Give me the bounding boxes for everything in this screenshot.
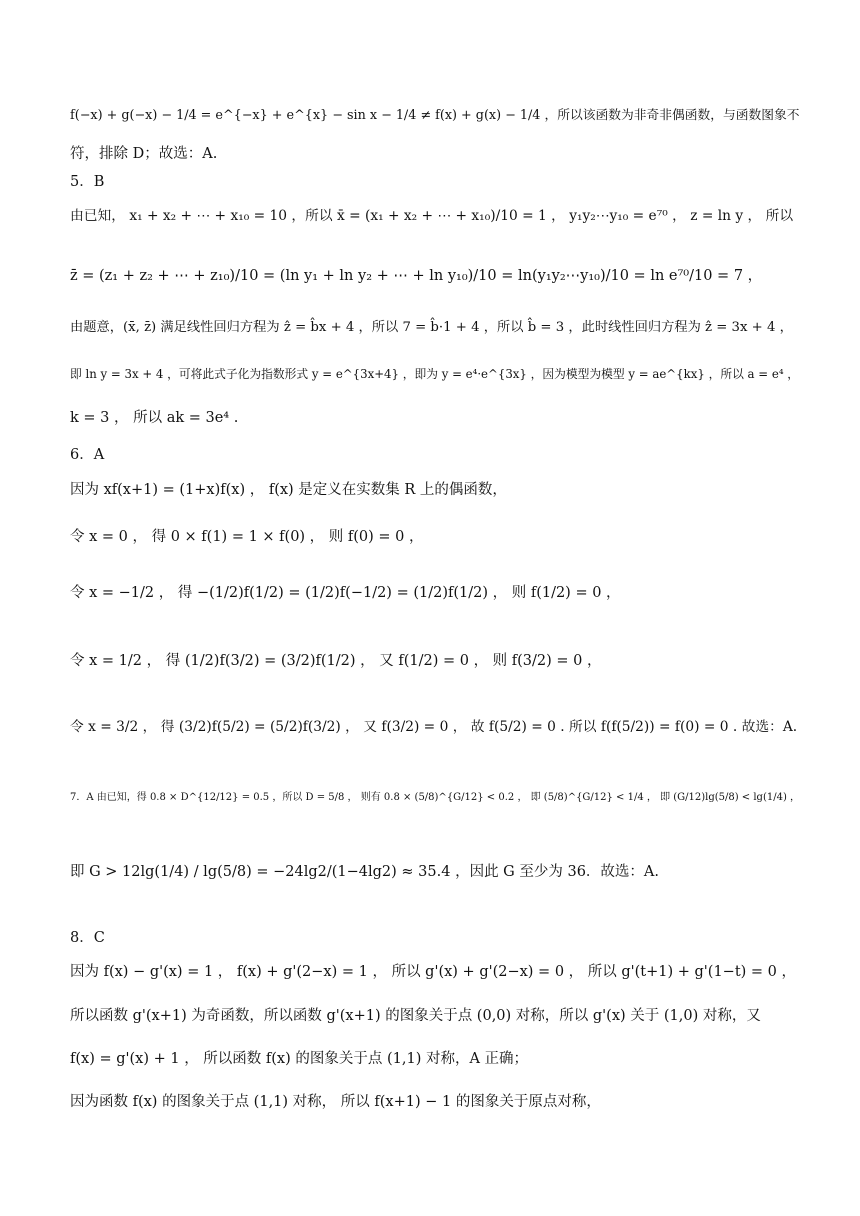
text-line-1: f(−x) + g(−x) − 1/4 = e^{−x} + e^{x} − sin x − 1/4 ≠ f(x) + g(x) − 1/4 ，所以该函数为非奇非偶函数，与函数图象不 bbox=[70, 108, 800, 123]
text-line-8: 因为 xf(x+1) = (1+x)f(x) ， f(x) 是定义在实数集 R 上的偶函数， bbox=[70, 482, 507, 498]
text-line-10: 令 x = −1/2 ， 得 −(1/2)f(1/2) = (1/2)f(−1/2) = (1/2)f(1/2) ， 则 f(1/2) = 0 ， bbox=[70, 585, 621, 601]
text-line-7: k = 3 ， 所以 ak = 3e⁴ . bbox=[70, 410, 239, 426]
text-line-17: 因为函数 f(x) 的图象关于点 (1,1) 对称， 所以 f(x+1) − 1 的图象关于原点对称， bbox=[70, 1094, 601, 1110]
answer-8-heading: 8．C bbox=[70, 930, 105, 946]
text-line-14: 因为 f(x) − g'(x) = 1 ， f(x) + g'(2−x) = 1 ， 所以 g'(x) + g'(2−x) = 0 ， 所以 g'(t+1) + g'(1−t) = 0 ， bbox=[70, 964, 797, 980]
answer-7-line: 7．A 由已知，得 0.8 × D^{12/12} = 0.5 ，所以 D = 5/8 ， 则有 0.8 × (5/8)^{G/12} < 0.2 ， 即 (5/8)^{G/12} < 1/4 ， 即 (G/12)lg(5/8) < lg(1/4) ， bbox=[70, 792, 801, 803]
text-line-6: 即 ln y = 3x + 4 ，可将此式子化为指数形式 y = e^{3x+4} ，即为 y = e⁴·e^{3x} ，因为模型为模型 y = ae^{kx} ，所以 a = e⁴ ， bbox=[70, 367, 800, 381]
text-line-9: 令 x = 0 ， 得 0 × f(1) = 1 × f(0) ， 则 f(0) = 0 ， bbox=[70, 529, 424, 545]
text-line-15: 所以函数 g'(x+1) 为奇函数，所以函数 g'(x+1) 的图象关于点 (0,0) 对称，所以 g'(x) 关于 (1,0) 对称，又 bbox=[70, 1008, 761, 1024]
text-line-16: f(x) = g'(x) + 1 ， 所以函数 f(x) 的图象关于点 (1,1) 对称，A 正确； bbox=[70, 1051, 529, 1067]
text-line-4: z̄ = (z₁ + z₂ + ⋯ + z₁₀)/10 = (ln y₁ + ln y₂ + ⋯ + ln y₁₀)/10 = ln(y₁y₂⋯y₁₀)/10 = ln e⁷⁰/10 = 7 ， bbox=[70, 268, 763, 284]
text-line-3: 由已知， x₁ + x₂ + ⋯ + x₁₀ = 10 ，所以 x̄ = (x₁ + x₂ + ⋯ + x₁₀)/10 = 1 ， y₁y₂⋯y₁₀ = e⁷⁰ ， z = ln y ， 所以 bbox=[70, 208, 794, 224]
text-line-2: 符，排除 D；故选：A. bbox=[70, 146, 218, 162]
text-line-5: 由题意，(x̄, z̄) 满足线性回归方程为 ẑ = b̂x + 4 ，所以 7 = b̂·1 + 4 ，所以 b̂ = 3 ，此时线性回归方程为 ẑ = 3x + 4 ， bbox=[70, 320, 793, 335]
text-line-11: 令 x = 1/2 ， 得 (1/2)f(3/2) = (3/2)f(1/2) ， 又 f(1/2) = 0 ， 则 f(3/2) = 0 ， bbox=[70, 653, 602, 669]
answer-5-heading: 5．B bbox=[70, 174, 105, 190]
text-line-12: 令 x = 3/2 ， 得 (3/2)f(5/2) = (5/2)f(3/2) ， 又 f(3/2) = 0 ， 故 f(5/2) = 0 . 所以 f(f(5/2)) = f(0) = 0 . 故选：A. bbox=[70, 719, 798, 735]
answer-6-heading: 6．A bbox=[70, 447, 105, 463]
text-line-13: 即 G > 12lg(1/4) / lg(5/8) = −24lg2/(1−4lg2) ≈ 35.4 ，因此 G 至少为 36．故选：A. bbox=[70, 864, 660, 880]
